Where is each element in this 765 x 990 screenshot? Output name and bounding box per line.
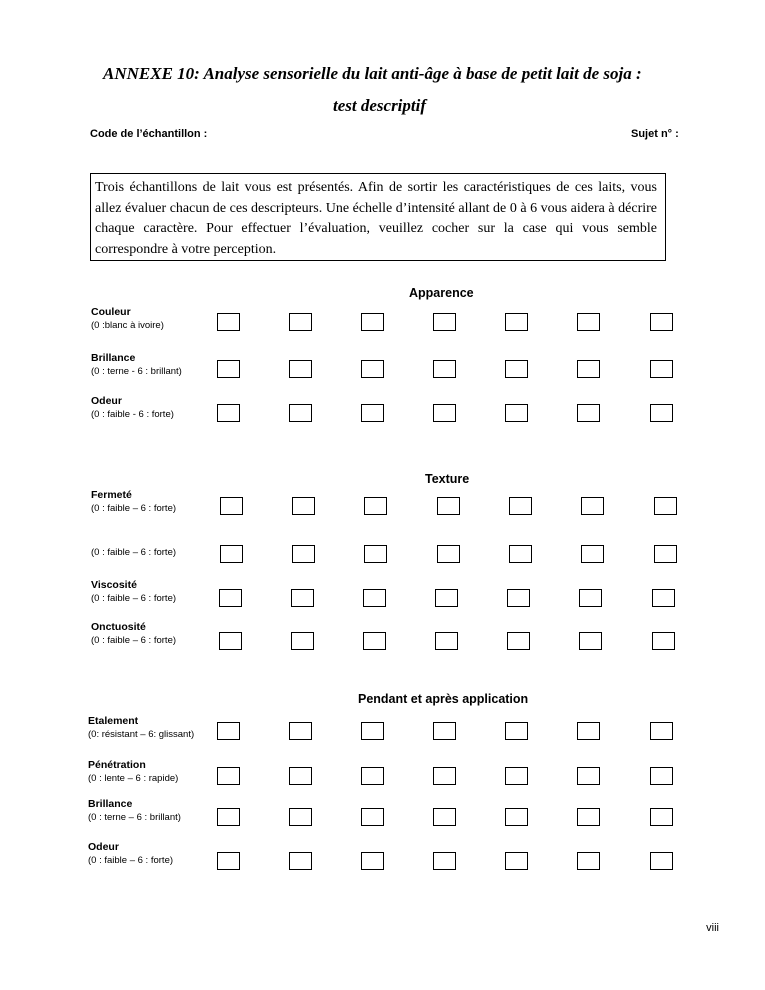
rating-checkbox[interactable] bbox=[364, 497, 387, 515]
rating-checkbox[interactable] bbox=[581, 497, 604, 515]
rating-checkbox[interactable] bbox=[650, 852, 673, 870]
rating-checkbox[interactable] bbox=[650, 767, 673, 785]
rating-checkbox[interactable] bbox=[361, 767, 384, 785]
rating-checkbox[interactable] bbox=[289, 852, 312, 870]
rating-checkbox[interactable] bbox=[217, 360, 240, 378]
rating-checkbox[interactable] bbox=[433, 852, 456, 870]
rating-checkbox[interactable] bbox=[219, 589, 242, 607]
rating-checkbox[interactable] bbox=[217, 852, 240, 870]
rating-checkbox[interactable] bbox=[361, 852, 384, 870]
rating-checkbox[interactable] bbox=[364, 545, 387, 563]
rating-checkbox[interactable] bbox=[581, 545, 604, 563]
rating-checkbox[interactable] bbox=[650, 808, 673, 826]
rating-checkbox[interactable] bbox=[291, 589, 314, 607]
descriptor-brillance bbox=[91, 352, 182, 377]
rating-checkbox[interactable] bbox=[289, 360, 312, 378]
rating-checkbox[interactable] bbox=[577, 808, 600, 826]
descriptor-name: Couleur bbox=[91, 306, 131, 318]
rating-checkbox[interactable] bbox=[505, 360, 528, 378]
rating-checkbox[interactable] bbox=[433, 767, 456, 785]
rating-checkbox[interactable] bbox=[217, 808, 240, 826]
rating-checkbox[interactable] bbox=[289, 767, 312, 785]
rating-checkbox[interactable] bbox=[437, 545, 460, 563]
descriptor-name: Fermeté bbox=[91, 489, 132, 501]
rating-checkbox[interactable] bbox=[433, 360, 456, 378]
rating-checkbox[interactable] bbox=[435, 589, 458, 607]
descriptor-scale: (0 : terne - 6 : brillant) bbox=[91, 366, 182, 377]
rating-checkbox[interactable] bbox=[363, 589, 386, 607]
descriptor-scale: (0 : faible - 6 : forte) bbox=[91, 409, 174, 420]
section-title-application: Pendant et après application bbox=[358, 692, 529, 706]
rating-checkbox[interactable] bbox=[650, 313, 673, 331]
rating-checkbox[interactable] bbox=[579, 632, 602, 650]
rating-checkbox[interactable] bbox=[220, 497, 243, 515]
rating-checkbox[interactable] bbox=[650, 404, 673, 422]
rating-checkbox[interactable] bbox=[433, 722, 456, 740]
rating-checkbox[interactable] bbox=[361, 404, 384, 422]
rating-checkbox[interactable] bbox=[505, 313, 528, 331]
descriptor-unnamed bbox=[91, 547, 176, 558]
rating-checkbox[interactable] bbox=[220, 545, 243, 563]
descriptor-odeur bbox=[91, 395, 174, 420]
rating-checkbox[interactable] bbox=[217, 404, 240, 422]
descriptor-name: Brillance bbox=[88, 798, 133, 810]
page-title-line1: ANNEXE 10: Analyse sensorielle du lait anti-âge à base de petit lait de soja : bbox=[103, 64, 642, 83]
rating-checkbox[interactable] bbox=[577, 852, 600, 870]
descriptor-brillance-2 bbox=[88, 798, 181, 823]
rating-checkbox[interactable] bbox=[507, 589, 530, 607]
rating-checkbox[interactable] bbox=[509, 497, 532, 515]
descriptor-name: Odeur bbox=[88, 841, 119, 853]
rating-checkbox[interactable] bbox=[577, 767, 600, 785]
descriptor-scale: (0 : terne – 6 : brillant) bbox=[88, 812, 181, 823]
rating-checkbox[interactable] bbox=[579, 589, 602, 607]
descriptor-scale: (0: résistant – 6: glissant) bbox=[88, 729, 195, 740]
rating-checkbox[interactable] bbox=[652, 632, 675, 650]
rating-checkbox[interactable] bbox=[505, 722, 528, 740]
descriptor-scale: (0 : faible – 6 : forte) bbox=[91, 635, 177, 646]
rating-checkbox[interactable] bbox=[654, 545, 677, 563]
page-number: viii bbox=[706, 922, 719, 934]
rating-checkbox[interactable] bbox=[577, 360, 600, 378]
descriptor-scale: (0 :blanc à ivoire) bbox=[91, 320, 164, 331]
rating-checkbox[interactable] bbox=[217, 722, 240, 740]
rating-checkbox[interactable] bbox=[437, 497, 460, 515]
rating-checkbox[interactable] bbox=[363, 632, 386, 650]
descriptor-odeur-2 bbox=[88, 841, 173, 866]
rating-checkbox[interactable] bbox=[509, 545, 532, 563]
descriptor-scale: (0 : faible – 6 : forte) bbox=[88, 855, 174, 866]
rating-checkbox[interactable] bbox=[289, 313, 312, 331]
rating-checkbox[interactable] bbox=[505, 404, 528, 422]
rating-checkbox[interactable] bbox=[505, 808, 528, 826]
rating-checkbox[interactable] bbox=[433, 404, 456, 422]
rating-checkbox[interactable] bbox=[361, 722, 384, 740]
descriptor-name: Onctuosité bbox=[91, 621, 146, 633]
instructions-box: Trois échantillons de lait vous est présentés. Afin de sortir les caractéristiques de ces laits, vous allez évaluer chacun de ces descripteurs. Une échelle d’intensité allant de 0 à 6 vous aidera à décrire chaque caractère. Pour effectuer l’évaluation, veuillez cocher sur la case qui vous semble correspondre à votre perception. bbox=[90, 173, 666, 261]
rating-checkbox[interactable] bbox=[292, 497, 315, 515]
rating-checkbox[interactable] bbox=[217, 313, 240, 331]
descriptor-name: Pénétration bbox=[88, 759, 146, 771]
rating-checkbox[interactable] bbox=[289, 404, 312, 422]
descriptor-penetration bbox=[88, 759, 178, 784]
rating-checkbox[interactable] bbox=[652, 589, 675, 607]
subject-number-label: Sujet n° : bbox=[631, 128, 679, 140]
descriptor-name: Viscosité bbox=[91, 579, 137, 591]
section-title-texture: Texture bbox=[425, 472, 470, 486]
rating-checkbox[interactable] bbox=[435, 632, 458, 650]
descriptor-name: Etalement bbox=[88, 715, 139, 727]
rating-checkbox[interactable] bbox=[361, 360, 384, 378]
rating-checkbox[interactable] bbox=[219, 632, 242, 650]
sample-code-label: Code de l’échantillon : bbox=[90, 128, 208, 140]
descriptor-couleur bbox=[91, 306, 164, 331]
rating-checkbox[interactable] bbox=[291, 632, 314, 650]
descriptor-etalement bbox=[88, 715, 194, 740]
descriptor-viscosite bbox=[91, 579, 176, 604]
rating-checkbox[interactable] bbox=[217, 767, 240, 785]
rating-checkbox[interactable] bbox=[577, 722, 600, 740]
rating-checkbox[interactable] bbox=[289, 722, 312, 740]
descriptor-onctuosite bbox=[91, 621, 176, 646]
descriptor-name: Brillance bbox=[91, 352, 136, 364]
section-title-apparence: Apparence bbox=[409, 286, 474, 300]
rating-checkbox[interactable] bbox=[507, 632, 530, 650]
rating-checkbox[interactable] bbox=[577, 404, 600, 422]
rating-checkbox[interactable] bbox=[505, 767, 528, 785]
rating-checkbox[interactable] bbox=[650, 360, 673, 378]
descriptor-scale: (0 : faible – 6 : forte) bbox=[91, 503, 177, 514]
rating-checkbox[interactable] bbox=[433, 313, 456, 331]
rating-checkbox[interactable] bbox=[289, 808, 312, 826]
rating-checkbox[interactable] bbox=[650, 722, 673, 740]
descriptor-fermete bbox=[91, 489, 176, 514]
rating-checkbox[interactable] bbox=[505, 852, 528, 870]
rating-checkbox[interactable] bbox=[292, 545, 315, 563]
descriptor-scale: (0 : faible – 6 : forte) bbox=[91, 593, 177, 604]
rating-checkbox[interactable] bbox=[577, 313, 600, 331]
page-title-line2: test descriptif bbox=[333, 96, 427, 115]
rating-checkbox[interactable] bbox=[433, 808, 456, 826]
rating-checkbox[interactable] bbox=[361, 313, 384, 331]
descriptor-scale: (0 : lente – 6 : rapide) bbox=[88, 773, 179, 784]
rating-checkbox[interactable] bbox=[361, 808, 384, 826]
descriptor-name: Odeur bbox=[91, 395, 122, 407]
descriptor-scale: (0 : faible – 6 : forte) bbox=[91, 547, 177, 558]
rating-checkbox[interactable] bbox=[654, 497, 677, 515]
